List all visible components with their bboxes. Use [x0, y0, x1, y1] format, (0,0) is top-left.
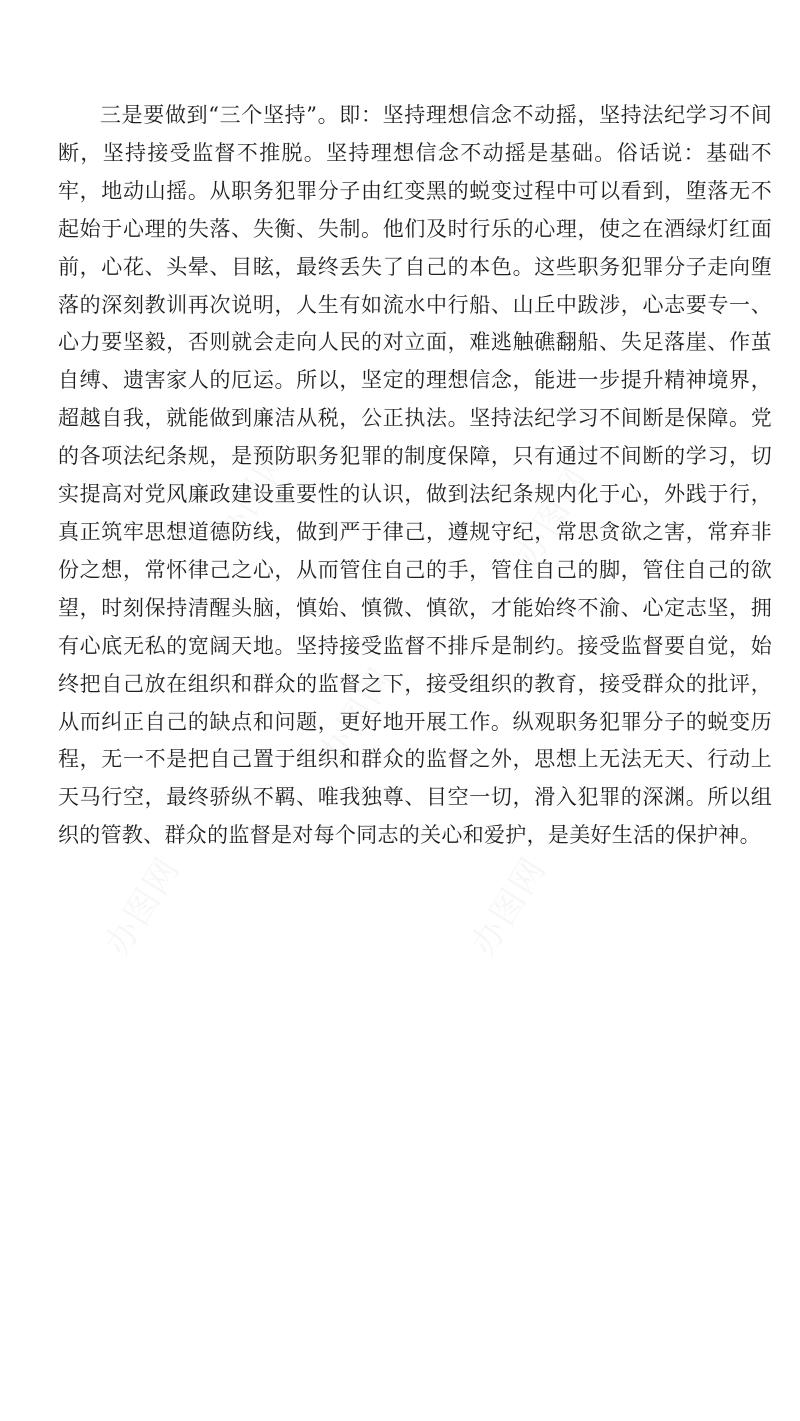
watermark: 办图网 [207, 439, 299, 553]
watermark: 办图网 [97, 849, 189, 963]
watermark: 办图网 [463, 849, 555, 963]
watermark: 办图网 [507, 459, 599, 573]
document-body [58, 97, 772, 855]
body-paragraph: 三是要做到“三个坚持”。即：坚持理想信念不动摇，坚持法纪学习不间断，坚持接受监督不推脱。坚持理想信念不动摇是基础。俗话说：基础不牢，地动山摇。从职务犯罪分子由红变黑的蜕变过程中可以看到，堕落无不起始于心理的失落、失衡、失制。他们及时行乐的心理，使之在酒绿灯红面前，心花、头晕、目眩，最终丢失了自己的本色。这些职务犯罪分子走向堕落的深刻教训再次说明，人生有如流水中行船、山丘中跋涉，心志要专一、心力要坚毅，否则就会走向人民的对立面，难逃触礁翻船、失足落崖、作茧自缚、遗害家人的厄运。所以，坚定的理想信念，能进一步提升精神境界，超越自我，就能做到廉洁从税，公正执法。坚持法纪学习不间断是保障。党的各项法纪条规，是预防职务犯罪的制度保障，只有通过不间断的学习，切实提高对党风廉政建设重要性的认识，做到法纪条规内化于心，外践于行，真正筑牢思想道德防线，做到严于律己，遵规守纪，常思贪欲之害，常弃非份之想，常怀律己之心，从而管住自己的手，管住自己的脚，管住自己的欲望，时刻保持清醒头脑，慎始、慎微、慎欲，才能始终不渝、心定志坚，拥有心底无私的宽阔天地。坚持接受监督不排斥是制约。接受监督要自觉，始终把自己放在组织和群众的监督之下，接受组织的教育，接受群众的批评，从而纠正自己的缺点和问题，更好地开展工作。纵观职务犯罪分子的蜕变历程，无一不是把自己置于组织和群众的监督之外，思想上无法无天、行动上天马行空，最终骄纵不羁、唯我独尊、目空一切，滑入犯罪的深渊。所以组织的管教、群众的监督是对每个同志的关心和爱护，是美好生活的保护神。 [58, 103, 772, 848]
watermark: 办图网 [311, 659, 403, 773]
